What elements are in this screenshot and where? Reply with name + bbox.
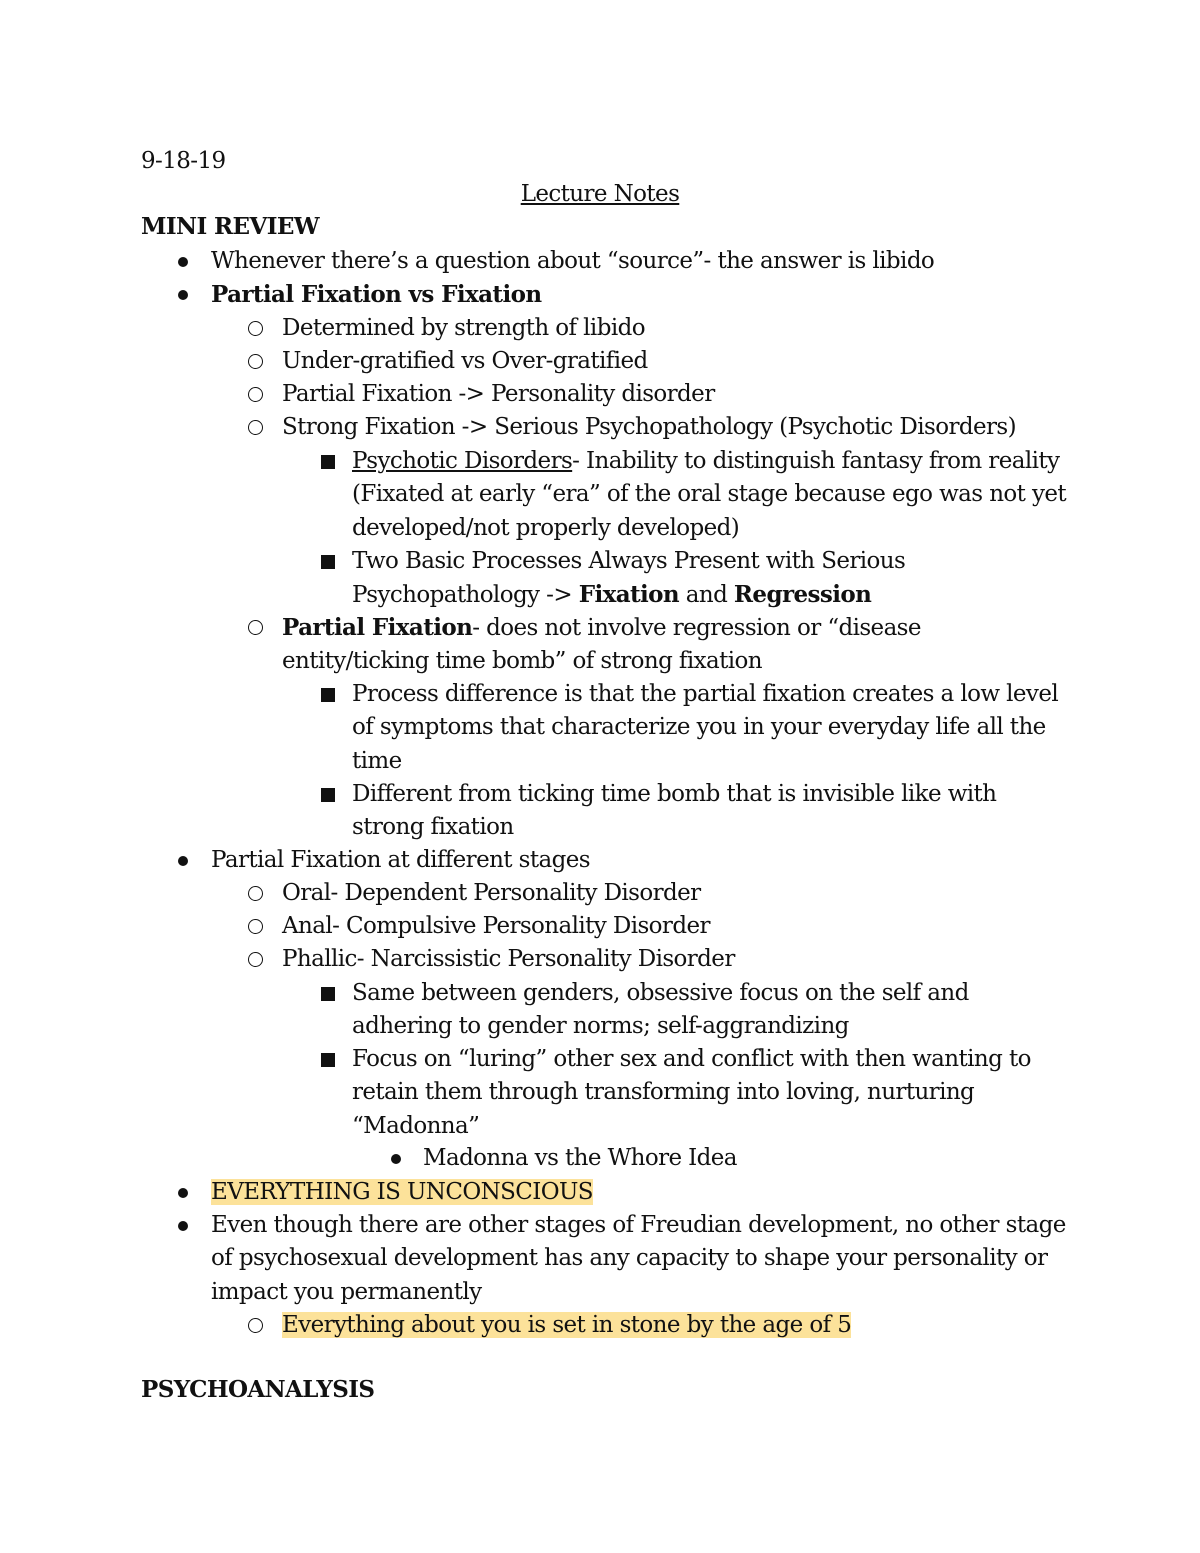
- bullet-circle-icon: [248, 321, 263, 336]
- list-item: Partial Fixation vs Fixation: [211, 278, 1071, 312]
- bullet-disc-icon: [178, 856, 188, 866]
- bullet-circle-icon: [248, 886, 263, 901]
- bullet-circle-icon: [248, 354, 263, 369]
- section-heading-psychoanalysis: PSYCHOANALYSIS: [141, 1376, 375, 1403]
- bullet-disc-icon: [178, 290, 188, 300]
- bullet-disc-icon: [178, 1221, 188, 1231]
- bullet-circle-icon: [248, 919, 263, 934]
- list-item: Under-gratified vs Over-gratified: [282, 345, 1072, 378]
- date: 9-18-19: [141, 148, 226, 174]
- list-item: Two Basic Processes Always Present with Serious Psychopathology -> Fixation and Regression: [352, 545, 1072, 613]
- bullet-disc-icon: [178, 1188, 188, 1198]
- term-psychotic-disorders: Psychotic Disorders: [352, 448, 573, 474]
- list-item: Determined by strength of libido: [282, 312, 1072, 345]
- list-item: Focus on “luring” other sex and conflict with then wanting to retain them through transforming into loving, nurturing “Madonna”: [352, 1043, 1072, 1143]
- list-item: Strong Fixation -> Serious Psychopathology (Psychotic Disorders): [282, 411, 1072, 444]
- bullet-circle-icon: [248, 1318, 263, 1333]
- bullet-square-icon: [321, 1053, 335, 1067]
- bullet-circle-icon: [248, 620, 263, 635]
- bullet-square-icon: [321, 987, 335, 1001]
- list-item: Partial Fixation- does not involve regression or “disease entity/ticking time bomb” of strong fixation: [282, 611, 1072, 679]
- bullet-square-icon: [321, 455, 335, 469]
- list-item: [211, 1176, 1071, 1209]
- list-item: Oral- Dependent Personality Disorder: [282, 877, 1072, 910]
- list-item: Partial Fixation -> Personality disorder: [282, 378, 1072, 411]
- list-item: Phallic- Narcissistic Personality Disorder: [282, 943, 1072, 976]
- highlighted-text: EVERYTHING IS UNCONSCIOUS: [211, 1179, 593, 1205]
- list-item: Psychotic Disorders- Inability to distinguish fantasy from reality (Fixated at early “era” of the oral stage because ego was not yet developed/not properly developed): [352, 445, 1072, 545]
- bullet-circle-icon: [248, 952, 263, 967]
- list-item: Whenever there’s a question about “source”- the answer is libido: [211, 245, 1071, 278]
- list-item: [282, 1309, 1072, 1342]
- highlighted-text: Everything about you is set in stone by the age of 5: [282, 1312, 852, 1338]
- list-item: Same between genders, obsessive focus on the self and adhering to gender norms; self-aggrandizing: [352, 977, 1072, 1044]
- bullet-square-icon: [321, 788, 335, 802]
- bullet-square-icon: [321, 688, 335, 702]
- list-item: Anal- Compulsive Personality Disorder: [282, 910, 1072, 943]
- bullet-disc-icon: [391, 1154, 401, 1164]
- page-title: Lecture Notes: [520, 181, 680, 207]
- list-item: Madonna vs the Whore Idea: [423, 1142, 1063, 1175]
- list-item: Process difference is that the partial fixation creates a low level of symptoms that characterize you in your everyday life all the time: [352, 678, 1072, 778]
- bullet-circle-icon: [248, 387, 263, 402]
- list-item: Even though there are other stages of Freudian development, no other stage of psychosexual development has any capacity to shape your personality or impact you permanently: [211, 1209, 1071, 1309]
- section-heading-mini-review: MINI REVIEW: [141, 213, 320, 240]
- list-item: Different from ticking time bomb that is invisible like with strong fixation: [352, 778, 1072, 845]
- bullet-square-icon: [321, 555, 335, 569]
- bullet-disc-icon: [178, 257, 188, 267]
- bullet-circle-icon: [248, 420, 263, 435]
- list-item: Partial Fixation at different stages: [211, 844, 1071, 877]
